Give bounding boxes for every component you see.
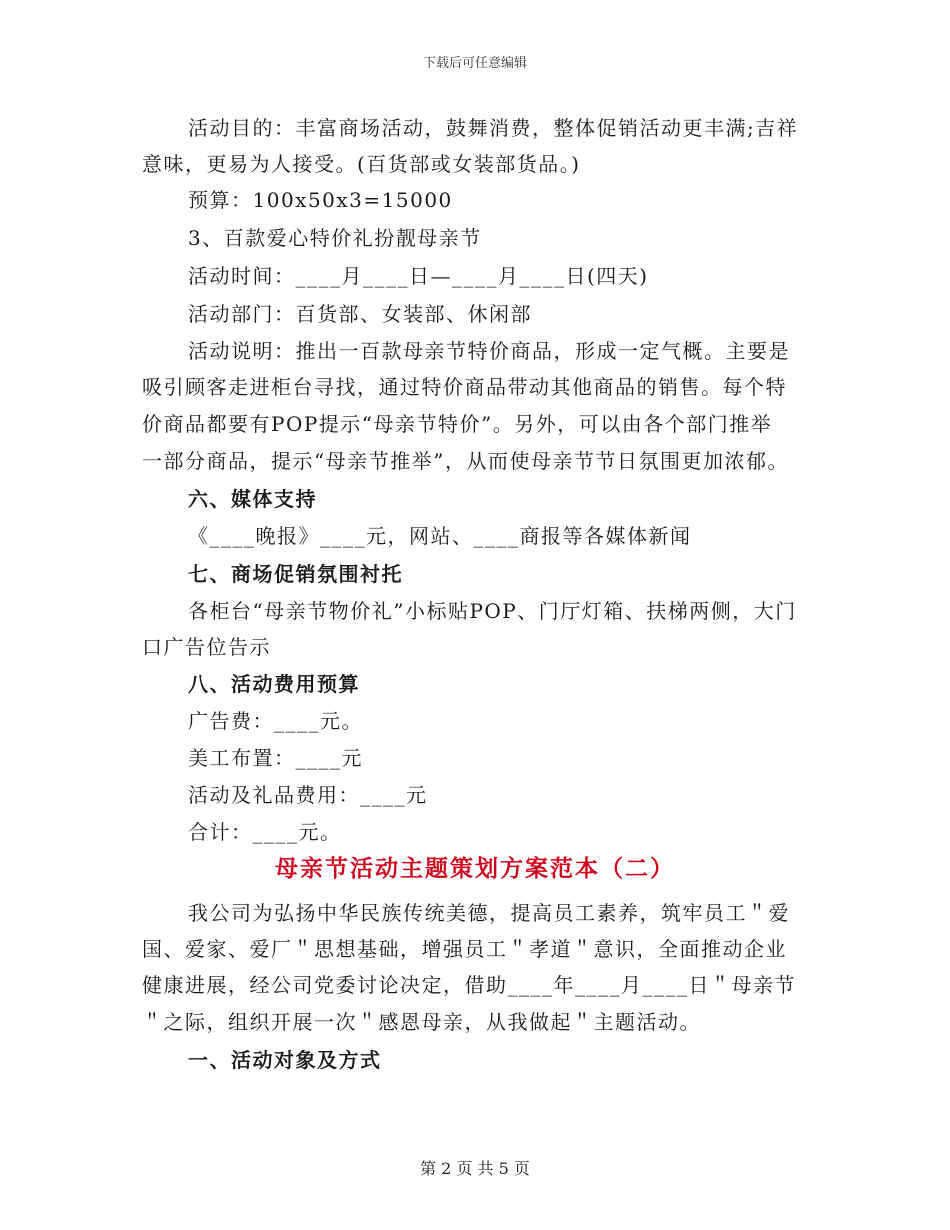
paragraph-line: 活动时间：____月____日—____月____日(四天) (188, 264, 649, 288)
paragraph-line: 活动目的：丰富商场活动，鼓舞消费，整体促销活动更丰满;吉祥 (188, 116, 799, 140)
subheading: 3、百款爱心特价礼扮靓母亲节 (188, 226, 482, 250)
paragraph-line: 活动说明：推出一百款母亲节特价商品，形成一定气概。主要是 (188, 339, 790, 363)
paragraph-line: 一部分商品，提示“母亲节推举”，从而使母亲节节日氛围更加浓郁。 (142, 449, 789, 473)
header-note: 下载后可任意编辑 (422, 56, 527, 71)
paragraph-line: 预算：100x50x3=15000 (188, 188, 453, 212)
paragraph-line: 活动部门：百货部、女装部、休闲部 (188, 302, 532, 326)
paragraph-line: 广告费：____元。 (188, 709, 363, 733)
paragraph-line: 吸引顾客走进柜台寻找，通过特价商品带动其他商品的销售。每个特 (142, 375, 787, 399)
paragraph-line: 价商品都要有POP提示“母亲节特价”。另外，可以由各个部门推举 (142, 412, 773, 436)
paragraph-line: 各柜台“母亲节物价礼”小标贴POP、门厅灯箱、扶梯两侧，大门 (188, 599, 797, 623)
section-heading: 六、媒体支持 (188, 487, 317, 511)
paragraph-line: ＂之际，组织开展一次＂感恩母亲，从我做起＂主题活动。 (142, 1010, 701, 1034)
paragraph-line: 健康进展，经公司党委讨论决定，借助____年____月____日＂母亲节 (142, 973, 796, 997)
section-heading: 八、活动费用预算 (188, 672, 360, 696)
paragraph-line: 《____晚报》____元，网站、____商报等各媒体新闻 (188, 524, 692, 548)
section-heading: 一、活动对象及方式 (188, 1048, 382, 1072)
paragraph-line: 口广告位告示 (142, 635, 271, 659)
paragraph-line: 我公司为弘扬中华民族传统美德，提高员工素养，筑牢员工＂爱 (188, 901, 790, 925)
paragraph-line: 美工布置：____元 (188, 746, 363, 770)
section-heading: 七、商场促销氛围衬托 (188, 562, 403, 586)
paragraph-line: 意味，更易为人接受。(百货部或女装部货品。) (142, 152, 581, 176)
paragraph-line: 合计：____元。 (188, 820, 342, 844)
page-number: 第 2 页 共 5 页 (420, 1159, 530, 1178)
paragraph-line: 活动及礼品费用：____元 (188, 783, 428, 807)
paragraph-line: 国、爱家、爱厂＂思想基础，增强员工＂孝道＂意识，全面推动企业 (142, 937, 787, 961)
section-title: 母亲节活动主题策划方案范本（二） (275, 855, 675, 882)
